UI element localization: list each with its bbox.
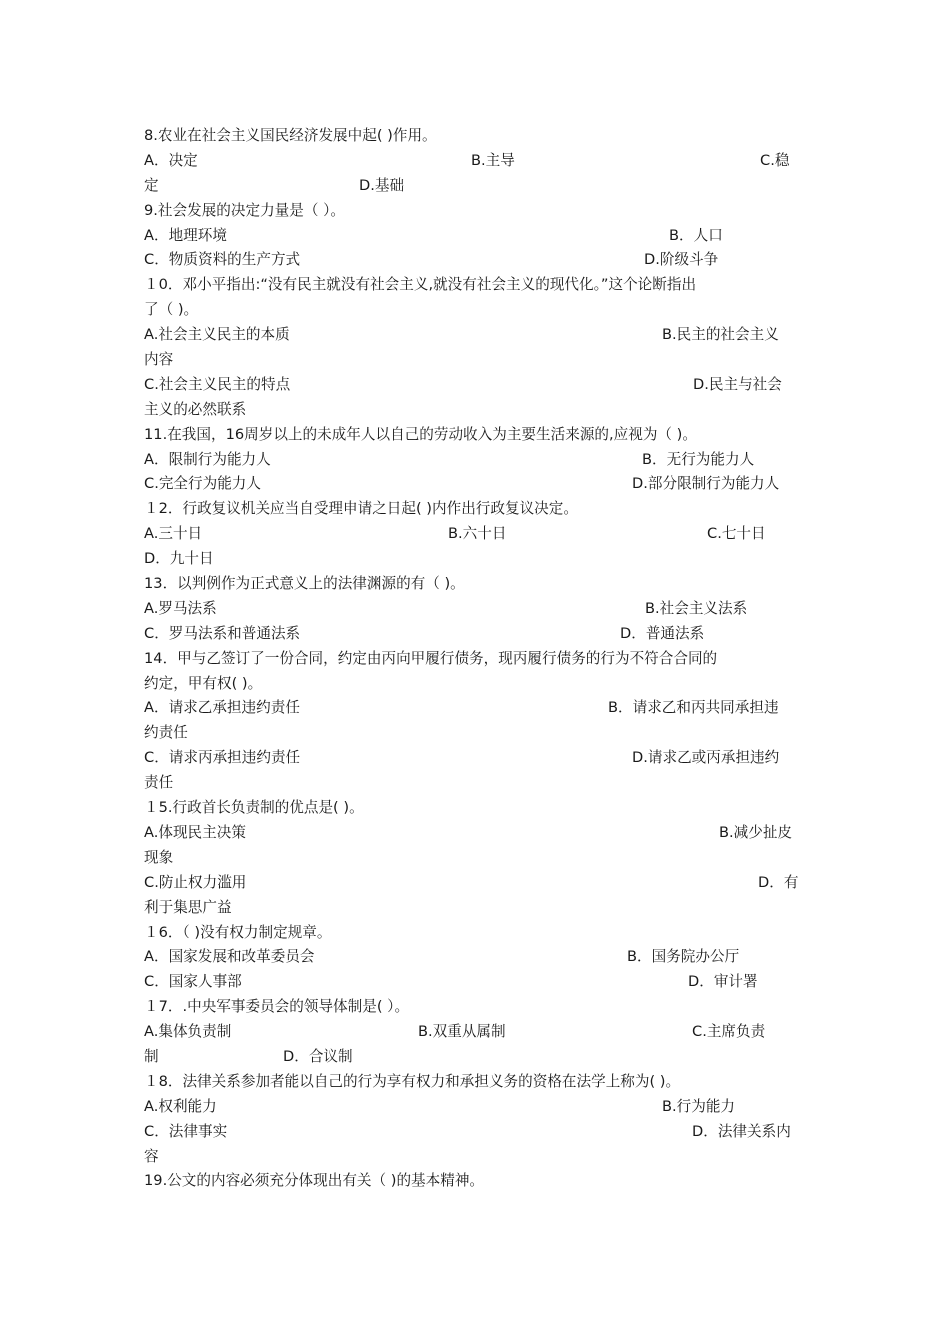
text-line [144, 1169, 814, 1194]
text-segment: B.社会主义法系 [645, 599, 748, 617]
text-segment: A.罗马法系 [144, 599, 217, 617]
text-line [144, 771, 814, 796]
text-line [144, 323, 814, 348]
text-segment: C.完全行为能力人 [144, 475, 261, 493]
text-line [144, 672, 814, 697]
text-segment: C.稳 [760, 151, 790, 169]
text-line [144, 970, 814, 995]
text-line [144, 1145, 814, 1170]
text-line [144, 348, 814, 373]
text-segment: 约责任 [144, 724, 188, 742]
text-segment: B．人口 [669, 226, 723, 244]
text-line [144, 124, 814, 149]
text-segment: C．法律事实 [144, 1122, 228, 1140]
text-segment: B.行为能力 [662, 1097, 736, 1115]
text-line [144, 298, 814, 323]
text-segment: D.请求乙或丙承担违约 [632, 749, 780, 767]
text-segment: B.双重从属制 [418, 1023, 506, 1041]
text-segment: A.社会主义民主的本质 [144, 326, 290, 344]
text-line [144, 597, 814, 622]
text-segment: D.民主与社会 [693, 375, 782, 393]
text-line [144, 1120, 814, 1145]
text-segment: A．限制行为能力人 [144, 450, 271, 468]
text-line [144, 497, 814, 522]
text-segment: 责任 [144, 774, 174, 792]
text-segment: B.六十日 [448, 525, 507, 543]
text-segment: A．地理环境 [144, 226, 227, 244]
text-line [144, 199, 814, 224]
text-segment: C．罗马法系和普通法系 [144, 624, 301, 642]
text-line [144, 448, 814, 473]
text-segment: 主义的必然联系 [144, 400, 247, 418]
text-segment: 定 [144, 176, 159, 194]
text-segment: 内容 [144, 351, 174, 369]
text-segment: D.基础 [359, 176, 405, 194]
text-segment: D．合议制 [283, 1047, 353, 1065]
text-line [144, 248, 814, 273]
text-line [144, 696, 814, 721]
text-segment: A．请求乙承担违约责任 [144, 699, 300, 717]
text-segment: D.阶级斗争 [644, 251, 719, 269]
text-segment: C.防止权力滥用 [144, 873, 247, 891]
text-segment: D．有 [758, 873, 799, 891]
text-segment: B．请求乙和丙共同承担违 [608, 699, 779, 717]
text-segment: A．决定 [144, 151, 198, 169]
text-line [144, 721, 814, 746]
text-segment: C.社会主义民主的特点 [144, 375, 291, 393]
text-segment: 现象 [144, 848, 174, 866]
text-segment: D.部分限制行为能力人 [632, 475, 780, 493]
text-segment: 约定，甲有权( )。 [144, 674, 263, 692]
text-line [144, 896, 814, 921]
text-segment: C．物质资料的生产方式 [144, 251, 301, 269]
text-segment: B．国务院办公厅 [627, 948, 740, 966]
text-line [144, 522, 814, 547]
text-line [144, 174, 814, 199]
text-segment: A.三十日 [144, 525, 203, 543]
text-line [144, 547, 814, 572]
text-segment: A.体现民主决策 [144, 823, 246, 841]
text-line [144, 373, 814, 398]
text-line [144, 945, 814, 970]
text-line [144, 149, 814, 174]
text-line [144, 821, 814, 846]
text-line [144, 1020, 814, 1045]
text-segment: C.七十日 [707, 525, 766, 543]
text-line [144, 423, 814, 448]
text-segment: B.减少扯皮 [719, 823, 793, 841]
text-segment: B．无行为能力人 [642, 450, 755, 468]
text-segment: 制 [144, 1047, 159, 1065]
text-segment: 14．甲与乙签订了一份合同，约定由丙向甲履行债务，现丙履行债务的行为不符合合同的 [144, 649, 718, 667]
text-line [144, 796, 814, 821]
text-segment: 容 [144, 1147, 159, 1165]
text-segment: B.民主的社会主义 [662, 326, 779, 344]
text-segment: D．普通法系 [620, 624, 705, 642]
text-segment: C．国家人事部 [144, 973, 242, 991]
text-segment: B.主导 [471, 151, 515, 169]
text-segment: 9.社会发展的决定力量是（ ）。 [144, 201, 345, 219]
text-line [144, 572, 814, 597]
text-segment: A.权利能力 [144, 1097, 217, 1115]
text-segment: 了（ )。 [144, 301, 199, 319]
text-line [144, 921, 814, 946]
text-line [144, 871, 814, 896]
text-segment: １6．（ )没有权力制定规章。 [144, 923, 332, 941]
text-segment: １8．法律关系参加者能以自己的行为享有权力和承担义务的资格在法学上称为( )。 [144, 1072, 681, 1090]
text-segment: １7．.中央军事委员会的领导体制是( ）。 [144, 998, 410, 1016]
text-segment: 利于集思广益 [144, 898, 232, 916]
text-line [144, 472, 814, 497]
text-line [144, 622, 814, 647]
question-list [144, 124, 814, 1194]
text-line [144, 846, 814, 871]
text-line [144, 398, 814, 423]
text-line [144, 746, 814, 771]
text-segment: D．九十日 [144, 550, 214, 568]
text-segment: D．法律关系内 [692, 1122, 791, 1140]
text-segment: １5.行政首长负责制的优点是( )。 [144, 799, 364, 817]
text-line [144, 995, 814, 1020]
text-segment: 8.农业在社会主义国民经济发展中起( )作用。 [144, 127, 437, 144]
text-segment: D．审计署 [688, 973, 758, 991]
text-line [144, 1095, 814, 1120]
text-line [144, 1045, 814, 1070]
text-segment: C.主席负责 [692, 1023, 766, 1041]
text-line [144, 1070, 814, 1095]
text-line [144, 273, 814, 298]
text-segment: 19.公文的内容必须充分体现出有关（ )的基本精神。 [144, 1172, 485, 1190]
text-segment: 13．以判例作为正式意义上的法律渊源的有（ )。 [144, 575, 465, 593]
text-segment: １0．邓小平指出:“没有民主就没有社会主义,就没有社会主义的现代化。”这个论断指出 [144, 276, 697, 294]
text-segment: 11.在我国，16周岁以上的未成年人以自己的劳动收入为主要生活来源的,应视为（ )。 [144, 425, 697, 443]
text-segment: A．国家发展和改革委员会 [144, 948, 315, 966]
text-segment: A.集体负责制 [144, 1023, 232, 1041]
text-segment: １2．行政复议机关应当自受理申请之日起( )内作出行政复议决定。 [144, 500, 578, 518]
text-segment: C．请求丙承担违约责任 [144, 749, 301, 767]
text-line [144, 224, 814, 249]
text-line [144, 647, 814, 672]
